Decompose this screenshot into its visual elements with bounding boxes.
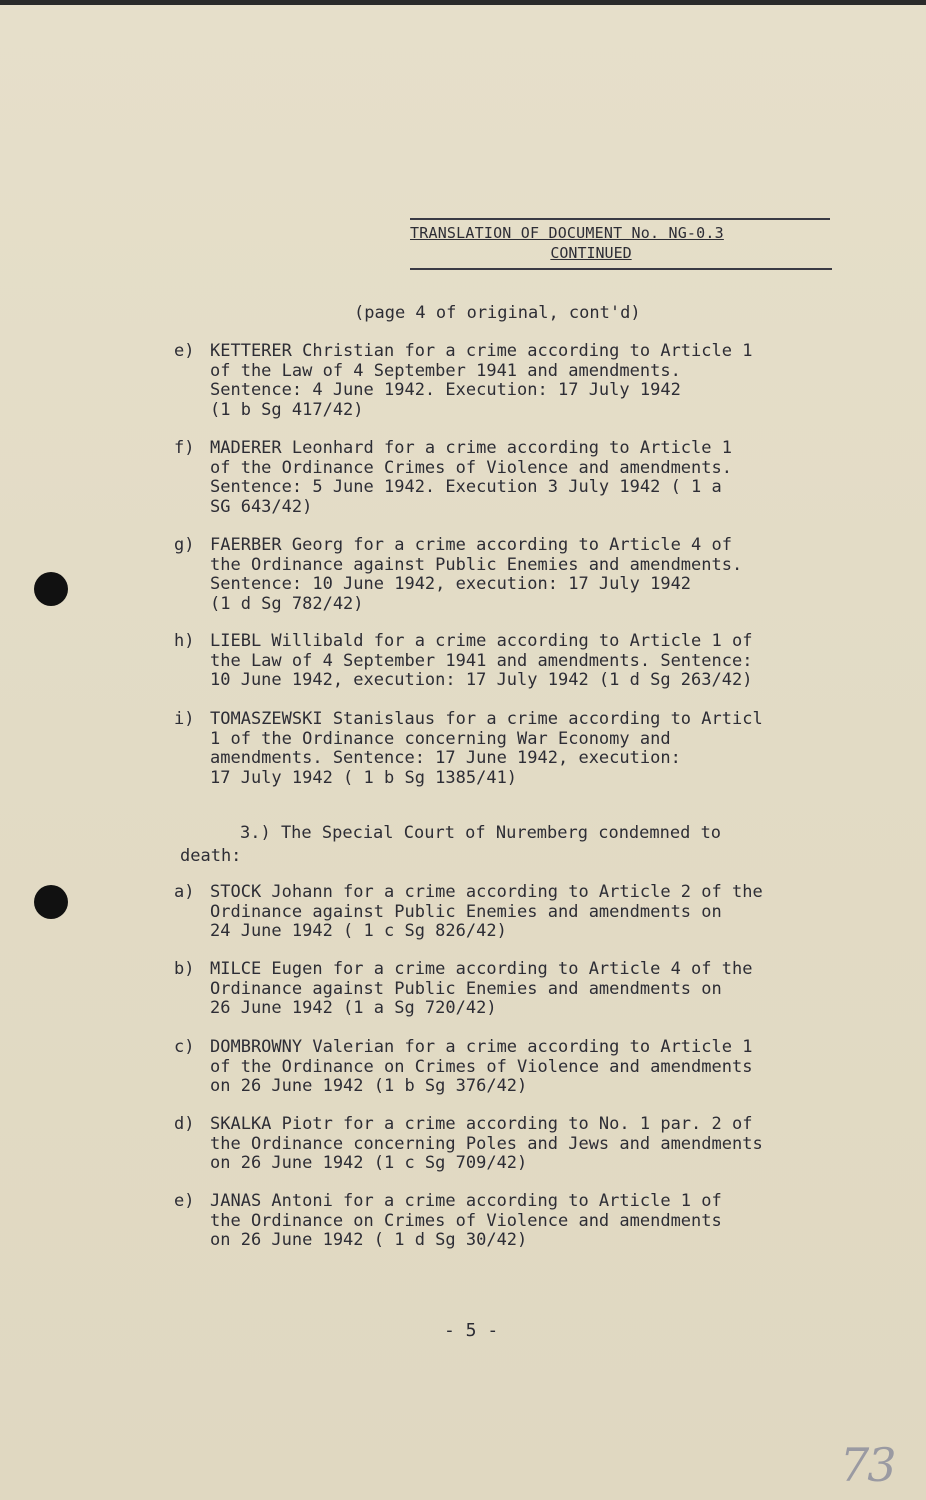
list-item-line: TOMASZEWSKI Stanislaus for a crime according to Articl — [210, 709, 763, 729]
handwritten-page-number: 73 — [840, 1438, 895, 1492]
list-item-line: 1 of the Ordinance concerning War Economy and — [210, 728, 671, 749]
list-item-line: JANAS Antoni for a crime according to Article 1 of — [210, 1191, 722, 1211]
punch-hole — [34, 885, 68, 919]
list-item-line: the Ordinance concerning Poles and Jews and amendments — [210, 1133, 763, 1154]
list-item-letter: a) — [174, 882, 195, 902]
list-item-line: (1 d Sg 782/42) — [210, 593, 364, 614]
list-item-line: KETTERER Christian for a crime according to Article 1 — [210, 341, 753, 361]
document-subtitle: CONTINUED — [550, 244, 632, 262]
list-item — [174, 883, 854, 942]
list-item — [174, 1038, 854, 1097]
list-item-line: DOMBROWNY Valerian for a crime according to Article 1 — [210, 1037, 753, 1057]
list-item-line: on 26 June 1942 (1 b Sg 376/42) — [210, 1076, 528, 1096]
list-item-line: Sentence: 5 June 1942. Execution 3 July 1942 ( 1 a — [210, 477, 722, 497]
list-item — [174, 632, 854, 691]
list-item-line: on 26 June 1942 (1 c Sg 709/42) — [210, 1153, 528, 1173]
list-item-line: 24 June 1942 ( 1 c Sg 826/42) — [210, 921, 507, 941]
list-item-line: SKALKA Piotr for a crime according to No. 1 par. 2 of — [210, 1114, 753, 1134]
list-item-line: LIEBL Willibald for a crime according to Article 1 of — [210, 631, 753, 651]
list-item-letter: d) — [174, 1114, 195, 1134]
list-item — [174, 342, 854, 420]
list-item-line: the Ordinance against Public Enemies and amendments. — [210, 554, 743, 575]
list-item-line: 17 July 1942 ( 1 b Sg 1385/41) — [210, 767, 518, 788]
list-item — [174, 960, 854, 1019]
list-item-line: FAERBER Georg for a crime according to Article 4 of — [210, 535, 732, 555]
list-item-line: Sentence: 4 June 1942. Execution: 17 July 1942 — [210, 380, 681, 400]
list-item-letter: g) — [174, 535, 195, 555]
document-header — [410, 218, 832, 270]
page-number: - 5 - — [444, 1320, 499, 1341]
list-item-line: SG 643/42) — [210, 496, 313, 517]
list-item-line: of the Ordinance Crimes of Violence and amendments. — [210, 457, 732, 478]
list-item-line: of the Ordinance on Crimes of Violence and amendments — [210, 1056, 753, 1077]
list-item-line: Ordinance against Public Enemies and amendments on — [210, 978, 722, 999]
list-item — [174, 536, 854, 614]
header-top-rule — [410, 218, 830, 220]
list-item-letter: e) — [174, 1191, 195, 1211]
list-item-line: MADERER Leonhard for a crime according to Article 1 — [210, 438, 732, 458]
header-bottom-rule — [410, 268, 832, 270]
section-heading — [180, 822, 820, 868]
list-item-line: Sentence: 10 June 1942, execution: 17 July 1942 — [210, 574, 692, 594]
list-item-letter: h) — [174, 631, 195, 651]
list-item — [174, 439, 854, 517]
list-item — [174, 1115, 854, 1174]
list-item-line: 26 June 1942 (1 a Sg 720/42) — [210, 998, 497, 1018]
section-heading-line: 3.) The Special Court of Nuremberg condemned to — [240, 823, 722, 843]
list-item-letter: c) — [174, 1037, 195, 1057]
list-item-letter: e) — [174, 341, 195, 361]
list-item-letter: b) — [174, 959, 195, 979]
section-heading-line: death: — [180, 846, 242, 866]
list-item-line: on 26 June 1942 ( 1 d Sg 30/42) — [210, 1230, 528, 1250]
list-item — [174, 710, 854, 788]
list-item-line: amendments. Sentence: 17 June 1942, execution: — [210, 748, 681, 768]
page-reference: (page 4 of original, cont'd) — [354, 303, 641, 323]
list-item-line: the Law of 4 September 1941 and amendments. Sentence: — [210, 650, 753, 671]
punch-hole — [34, 572, 68, 606]
list-item-line: MILCE Eugen for a crime according to Article 4 of the — [210, 959, 753, 979]
list-item-line: STOCK Johann for a crime according to Article 2 of the — [210, 882, 763, 902]
list-item-line: 10 June 1942, execution: 17 July 1942 (1 d Sg 263/42) — [210, 670, 753, 690]
document-title: TRANSLATION OF DOCUMENT No. NG-0.3 — [410, 224, 724, 242]
list-item-line: of the Law of 4 September 1941 and amendments. — [210, 360, 681, 381]
list-item-letter: i) — [174, 709, 195, 729]
list-item-line: Ordinance against Public Enemies and amendments on — [210, 901, 722, 922]
list-item-line: (1 b Sg 417/42) — [210, 399, 364, 420]
scan-top-edge — [0, 0, 926, 5]
list-item-letter: f) — [174, 438, 195, 458]
list-item-line: the Ordinance on Crimes of Violence and amendments — [210, 1210, 722, 1231]
list-item — [174, 1192, 854, 1251]
